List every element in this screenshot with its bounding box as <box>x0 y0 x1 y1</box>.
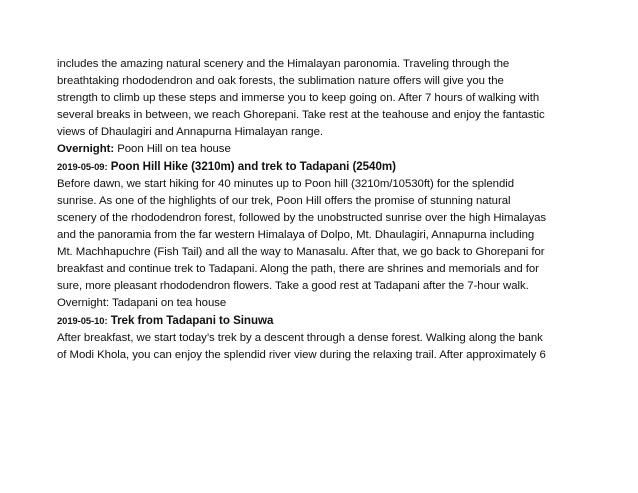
text-line: strength to climb up these steps and immerse you to keep going on. After 7 hours of walking with <box>57 92 540 104</box>
text-line: several breaks in between, we reach Ghorepani. Take rest at the teahouse and enjoy the fantastic <box>57 109 545 121</box>
day-title: Trek from Tadapani to Sinuwa <box>107 314 274 327</box>
text-line: of Modi Khola, you can enjoy the splendid river view during the relaxing trail. After approximately 6 <box>57 349 546 361</box>
intro-paragraph <box>57 56 581 141</box>
text-line: views of Dhaulagiri and Annapurna Himalayan range. <box>57 126 323 138</box>
text-line: Before dawn, we start hiking for 40 minutes up to Poon hill (3210m/10530ft) for the splendid <box>57 178 514 190</box>
overnight-text: Overnight: Tadapani on tea house <box>57 297 227 309</box>
overnight-tadapani <box>57 295 581 312</box>
overnight-label: Overnight: <box>57 143 115 155</box>
text-line: After breakfast, we start today’s trek by a descent through a dense forest. Walking along the bank <box>57 332 543 344</box>
day-title: Poon Hill Hike (3210m) and trek to Tadapani (2540m) <box>107 160 396 173</box>
text-line: sunrise. As one of the highlights of our trek, Poon Hill offers the promise of stunning natural <box>57 195 511 207</box>
day-date: 2019-05-10: <box>57 315 108 326</box>
day9-paragraph <box>57 176 581 295</box>
text-line: and the panoramia from the far western Himalaya of Dolpo, Mt. Dhaulagiri, Annapurna including <box>57 229 535 241</box>
day-heading-2019-05-10 <box>57 312 581 330</box>
overnight-poon-hill <box>57 141 581 158</box>
day10-paragraph <box>57 330 581 364</box>
document-page <box>57 56 581 364</box>
day-heading-2019-05-09 <box>57 158 581 176</box>
text-line: breakfast and continue trek to Tadapani. Along the path, there are shrines and memorials and for <box>57 263 539 275</box>
text-line: scenery of the rhododendron forest, followed by the unobstructed sunrise over the high Himalayas <box>57 212 547 224</box>
overnight-value: Poon Hill on tea house <box>114 143 231 155</box>
day-date: 2019-05-09: <box>57 161 108 172</box>
text-line: Mt. Machhapuchre (Fish Tail) and all the way to Manasalu. After that, we go back to Ghorepani for <box>57 246 545 258</box>
text-line: includes the amazing natural scenery and the Himalayan paronomia. Traveling through the <box>57 58 510 70</box>
text-line: breathtaking rhododendron and oak forests, the sublimation nature offers will give you the <box>57 75 504 87</box>
text-line: sure, more pleasant rhododendron flowers. Take a good rest at Tadapani after the 7-hour walk. <box>57 280 529 292</box>
